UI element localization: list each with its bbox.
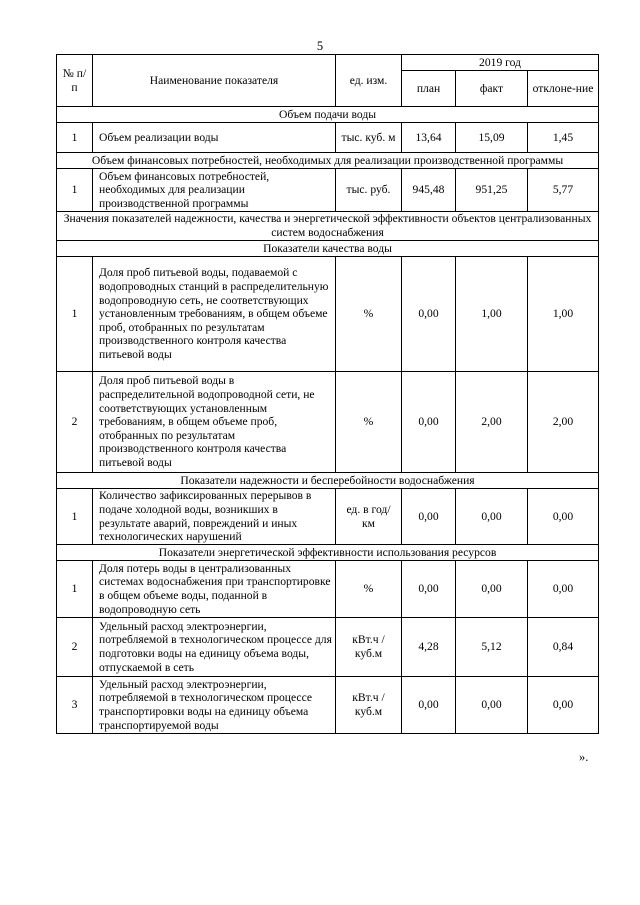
cell-fact: 2,00 — [456, 372, 528, 473]
table-row — [57, 677, 599, 734]
cell-unit: кВт.ч / куб.м — [336, 618, 402, 677]
cell-num: 1 — [57, 561, 93, 618]
cell-deviation: 5,77 — [528, 169, 599, 212]
cell-plan: 0,00 — [402, 257, 456, 372]
section-row — [57, 473, 599, 489]
section-title: Объем подачи воды — [57, 107, 599, 123]
cell-num: 1 — [57, 489, 93, 545]
header-row — [57, 55, 599, 71]
closing-mark: ». — [579, 750, 589, 764]
cell-name: Доля проб питьевой воды в распределительной водопроводной сети, не соответствующих установленным требованиям, в общем объеме проб, отобранных по результатам производственного контроля качества питьевой воды — [93, 372, 336, 473]
section-row — [57, 212, 599, 241]
cell-num: 3 — [57, 677, 93, 734]
cell-num: 1 — [57, 169, 93, 212]
cell-deviation: 1,45 — [528, 123, 599, 153]
cell-name: Объем реализации воды — [93, 123, 336, 153]
cell-deviation: 1,00 — [528, 257, 599, 372]
page-number: 5 — [316, 39, 324, 53]
header-unit: ед. изм. — [336, 55, 402, 107]
section-row — [57, 545, 599, 561]
cell-name: Удельный расход электроэнергии, потребляемой в технологическом процессе транспортировки воды на единицу объема транспортируемой воды — [93, 677, 336, 734]
cell-num: 2 — [57, 372, 93, 473]
cell-fact: 1,00 — [456, 257, 528, 372]
cell-name: Доля проб питьевой воды, подаваемой с водопроводных станций в распределительную водопроводную сеть, не соответствующих установленным требованиям, в общем объеме проб, отобранных по результатам производственного контроля качества питьевой воды — [93, 257, 336, 372]
cell-deviation: 0,84 — [528, 618, 599, 677]
table-row — [57, 618, 599, 677]
section-row — [57, 107, 599, 123]
cell-deviation: 0,00 — [528, 677, 599, 734]
cell-fact: 15,09 — [456, 123, 528, 153]
cell-fact: 0,00 — [456, 489, 528, 545]
header-plan: план — [402, 71, 456, 107]
cell-num: 1 — [57, 123, 93, 153]
cell-plan: 4,28 — [402, 618, 456, 677]
cell-deviation: 2,00 — [528, 372, 599, 473]
table-row — [57, 169, 599, 212]
cell-fact: 951,25 — [456, 169, 528, 212]
cell-unit: кВт.ч / куб.м — [336, 677, 402, 734]
cell-plan: 0,00 — [402, 489, 456, 545]
cell-unit: ед. в год/ км — [336, 489, 402, 545]
cell-plan: 0,00 — [402, 372, 456, 473]
table-row — [57, 561, 599, 618]
header-fact: факт — [456, 71, 528, 107]
cell-unit: % — [336, 372, 402, 473]
section-title: Показатели энергетической эффективности использования ресурсов — [57, 545, 599, 561]
header-year: 2019 год — [402, 55, 599, 71]
cell-plan: 13,64 — [402, 123, 456, 153]
indicators-table — [56, 54, 599, 734]
header-num: № п/п — [57, 55, 93, 107]
header-deviation: отклоне-ние — [528, 71, 599, 107]
section-title: Значения показателей надежности, качества и энергетической эффективности объектов централизованных систем водоснабжения — [57, 212, 599, 241]
cell-fact: 5,12 — [456, 618, 528, 677]
cell-num: 1 — [57, 257, 93, 372]
cell-plan: 945,48 — [402, 169, 456, 212]
section-row — [57, 153, 599, 169]
cell-name: Объем финансовых потребностей, необходимых для реализации производственной программы — [93, 169, 336, 212]
cell-num: 2 — [57, 618, 93, 677]
cell-unit: % — [336, 257, 402, 372]
table-row — [57, 372, 599, 473]
cell-deviation: 0,00 — [528, 489, 599, 545]
cell-name: Доля потерь воды в централизованных системах водоснабжения при транспортировке в общем объеме воды, поданной в водопроводную сеть — [93, 561, 336, 618]
cell-name: Удельный расход электроэнергии, потребляемой в технологическом процессе для подготовки воды на единицу объема воды, отпускаемой в сеть — [93, 618, 336, 677]
section-row — [57, 241, 599, 257]
table-row — [57, 123, 599, 153]
cell-plan: 0,00 — [402, 561, 456, 618]
cell-unit: тыс. руб. — [336, 169, 402, 212]
section-title: Показатели надежности и бесперебойности водоснабжения — [57, 473, 599, 489]
cell-name: Количество зафиксированных перерывов в подаче холодной воды, возникших в результате аварий, повреждений и иных технологических нарушений — [93, 489, 336, 545]
header-name: Наименование показателя — [93, 55, 336, 107]
section-title: Объем финансовых потребностей, необходимых для реализации производственной программы — [57, 153, 599, 169]
table-row — [57, 489, 599, 545]
cell-fact: 0,00 — [456, 561, 528, 618]
table-row — [57, 257, 599, 372]
section-title: Показатели качества воды — [57, 241, 599, 257]
cell-unit: % — [336, 561, 402, 618]
cell-unit: тыс. куб. м — [336, 123, 402, 153]
cell-plan: 0,00 — [402, 677, 456, 734]
cell-deviation: 0,00 — [528, 561, 599, 618]
cell-fact: 0,00 — [456, 677, 528, 734]
